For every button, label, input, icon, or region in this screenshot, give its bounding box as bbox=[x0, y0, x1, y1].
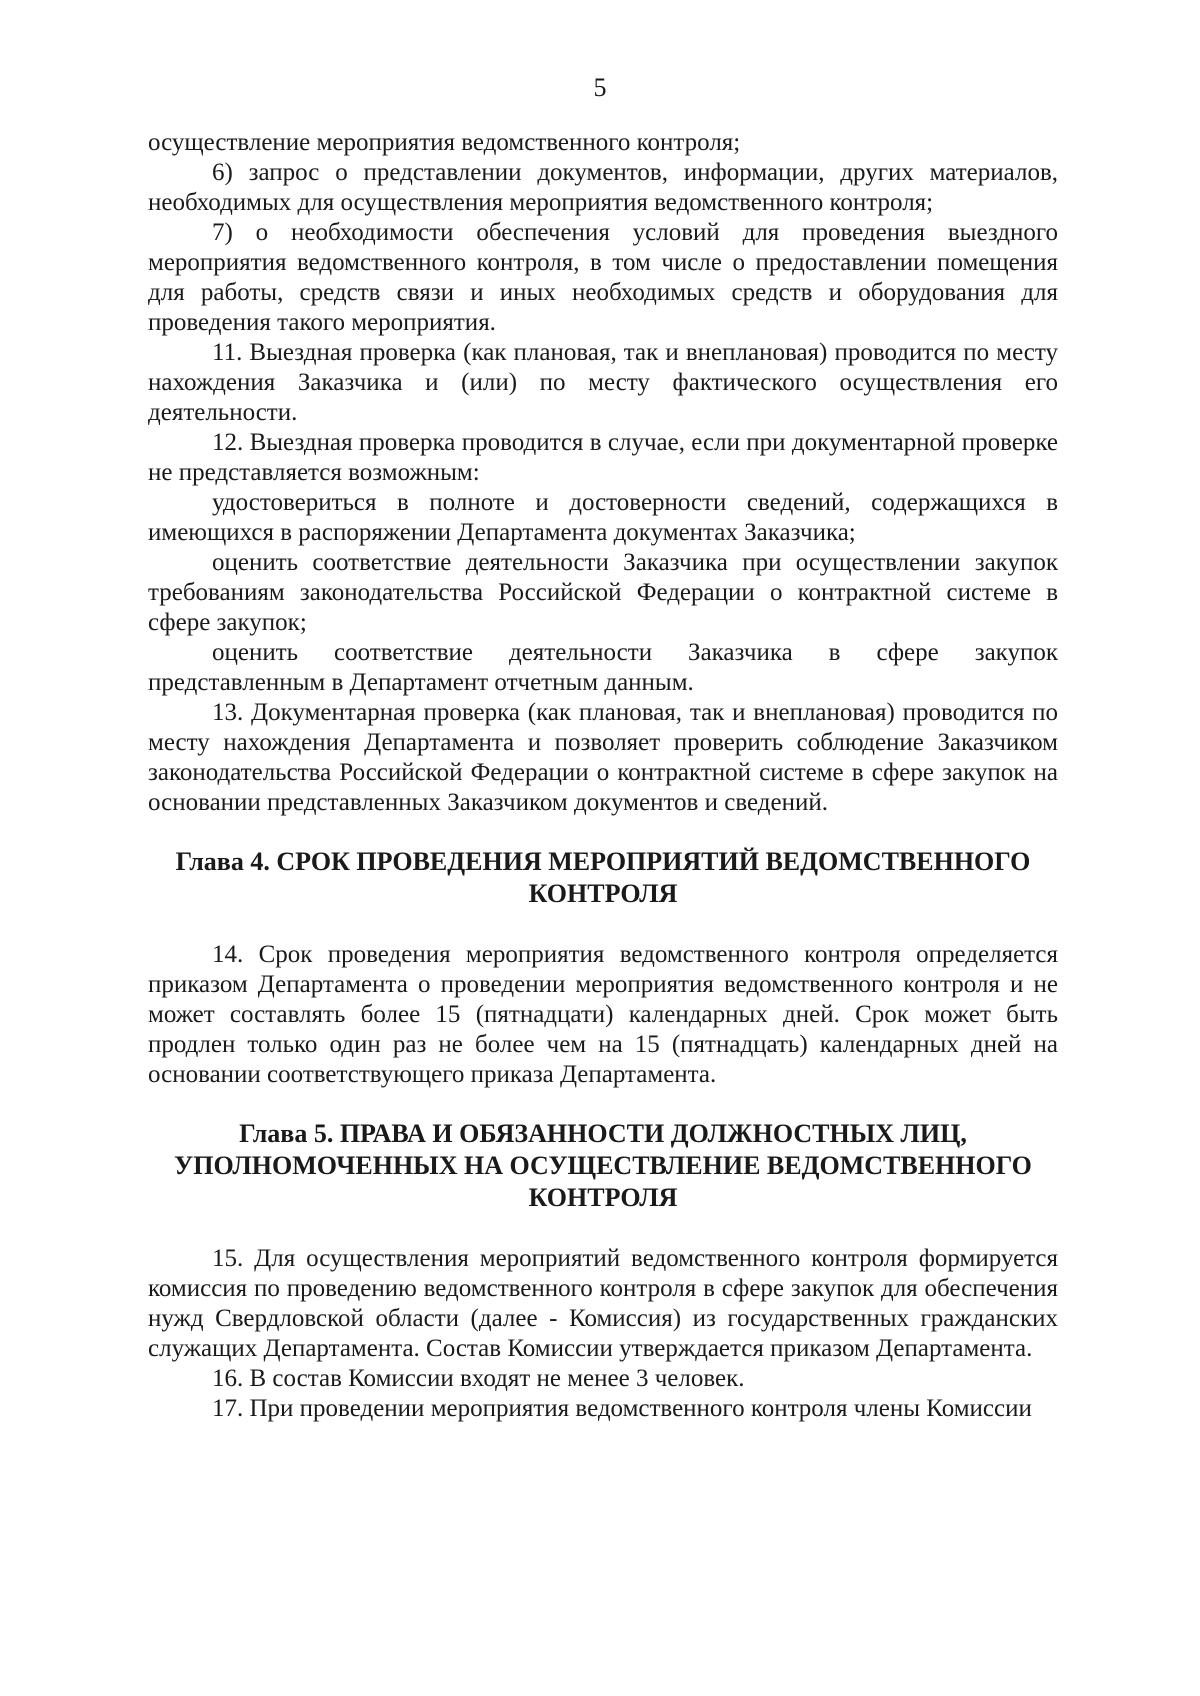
chapter-5-heading bbox=[148, 1118, 1058, 1214]
paragraph-item-7: 7) о необходимости обеспечения условий для проведения выездного мероприятия ведомственного контроля, в том числе о предоставлении помещения для работы, средств связи и иных необходимых средств и оборудования для проведения такого мероприятия. bbox=[148, 219, 1058, 336]
paragraph-13: 13. Документарная проверка (как плановая, так и внеплановая) проводится по месту нахождения Департамента и позволяет проверить соблюдение Заказчиком законодательства Российской Федерации о контрактной системе в сфере закупок на основании представленных Заказчиком документов и сведений. bbox=[148, 699, 1058, 816]
chapter-4-heading bbox=[148, 846, 1058, 910]
chapter-4-heading-line-2: КОНТРОЛЯ bbox=[528, 879, 678, 908]
paragraph-12-item-1: удостовериться в полноте и достоверности сведений, содержащихся в имеющихся в распоряжении Департамента документах Заказчика; bbox=[148, 489, 1058, 546]
document-body bbox=[148, 128, 1058, 1424]
paragraph-12: 12. Выездная проверка проводится в случае, если при документарной проверке не представляется возможным: bbox=[148, 429, 1058, 486]
chapter-5-heading-line-3: КОНТРОЛЯ bbox=[528, 1183, 678, 1212]
paragraph-continuation: осуществление мероприятия ведомственного контроля; bbox=[148, 129, 741, 156]
paragraph-12-item-2: оценить соответствие деятельности Заказчика при осуществлении закупок требованиям законодательства Российской Федерации о контрактной системе в сфере закупок; bbox=[148, 549, 1058, 636]
paragraph-17: 17. При проведении мероприятия ведомственного контроля члены Комиссии bbox=[212, 1395, 1032, 1422]
paragraph-11: 11. Выездная проверка (как плановая, так и внеплановая) проводится по месту нахождения Заказчика и (или) по месту фактического осуществления его деятельности. bbox=[148, 339, 1058, 426]
paragraph-14: 14. Срок проведения мероприятия ведомственного контроля определяется приказом Департамента о проведении мероприятия ведомственного контроля и не может составлять более 15 (пятнадцати) календарных дней. Срок может быть продлен только один раз не более чем на 15 (пятнадцать) календарных дней на основании соответствующего приказа Департамента. bbox=[148, 941, 1058, 1088]
page-number: 5 bbox=[593, 73, 607, 102]
paragraph-item-6: 6) запрос о представлении документов, информации, других материалов, необходимых для осуществления мероприятия ведомственного контроля; bbox=[148, 159, 1058, 216]
chapter-5-heading-line-1: Глава 5. ПРАВА И ОБЯЗАННОСТИ ДОЛЖНОСТНЫХ ЛИЦ, bbox=[239, 1119, 967, 1148]
paragraph-16: 16. В состав Комиссии входят не менее 3 человек. bbox=[212, 1365, 745, 1392]
paragraph-12-item-3: оценить соответствие деятельности Заказчика в сфере закупок представленным в Департамент отчетным данным. bbox=[148, 639, 1058, 696]
chapter-5-heading-line-2: УПОЛНОМОЧЕННЫХ НА ОСУЩЕСТВЛЕНИЕ ВЕДОМСТВЕННОГО bbox=[174, 1151, 1032, 1180]
paragraph-15: 15. Для осуществления мероприятий ведомственного контроля формируется комиссия по проведению ведомственного контроля в сфере закупок для обеспечения нужд Свердловской области (далее - Комиссия) из государственных гражданских служащих Департамента. Состав Комиссии утверждается приказом Департамента. bbox=[148, 1245, 1058, 1362]
chapter-4-heading-line-1: Глава 4. СРОК ПРОВЕДЕНИЯ МЕРОПРИЯТИЙ ВЕДОМСТВЕННОГО bbox=[175, 847, 1031, 876]
